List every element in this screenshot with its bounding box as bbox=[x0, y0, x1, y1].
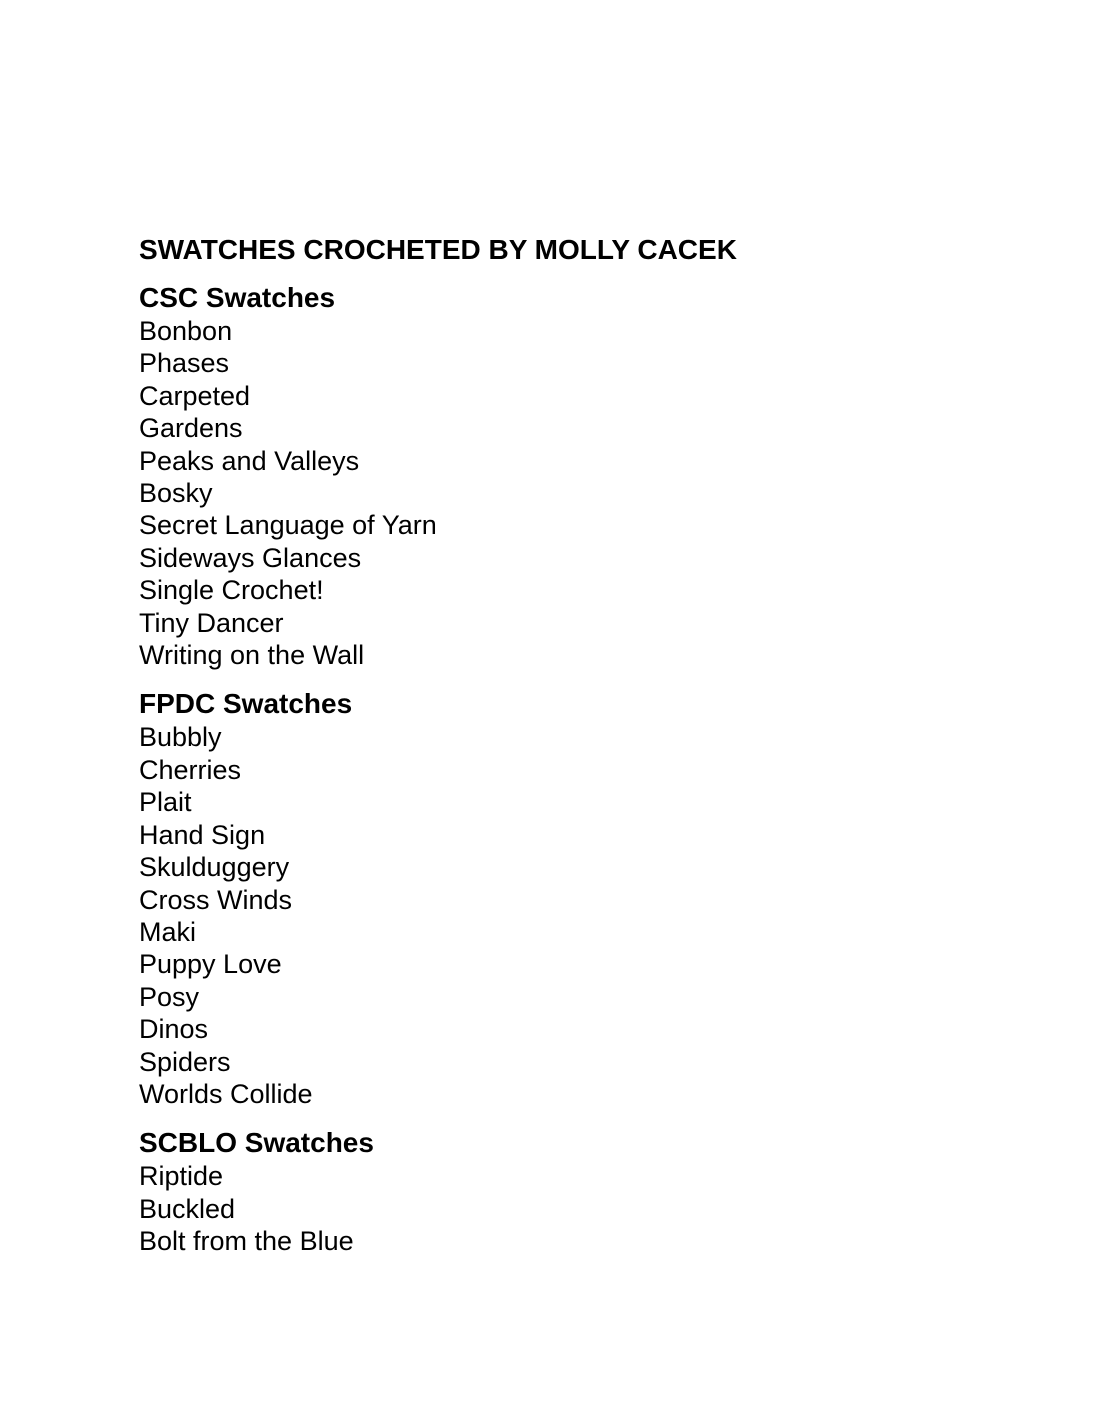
swatch-list-item: Peaks and Valleys bbox=[139, 445, 360, 476]
swatch-list-item: Single Crochet! bbox=[139, 575, 324, 606]
swatch-list bbox=[139, 315, 737, 671]
swatch-list-item: Skulduggery bbox=[139, 852, 290, 883]
swatch-list-item: Cross Winds bbox=[139, 884, 293, 915]
swatch-list-item: Maki bbox=[139, 916, 197, 947]
swatch-list-item: Bolt from the Blue bbox=[139, 1226, 354, 1257]
swatch-list-item: Hand Sign bbox=[139, 819, 266, 850]
swatch-list-item: Sideways Glances bbox=[139, 542, 362, 573]
swatch-list-item: Writing on the Wall bbox=[139, 640, 365, 671]
swatch-list-item: Riptide bbox=[139, 1161, 224, 1192]
swatch-list-item: Secret Language of Yarn bbox=[139, 510, 437, 541]
sections-container bbox=[139, 281, 737, 1258]
swatch-list-item: Carpeted bbox=[139, 380, 251, 411]
swatch-list-item: Cherries bbox=[139, 754, 242, 785]
section-heading: SCBLO Swatches bbox=[139, 1127, 374, 1159]
section-heading: FPDC Swatches bbox=[139, 688, 353, 720]
swatch-list-item: Spiders bbox=[139, 1046, 231, 1077]
swatch-list-item: Puppy Love bbox=[139, 949, 282, 980]
swatch-list-item: Buckled bbox=[139, 1193, 236, 1224]
swatch-list-item: Bonbon bbox=[139, 316, 233, 346]
swatch-list-item: Posy bbox=[139, 981, 200, 1012]
swatch-list bbox=[139, 721, 737, 1110]
swatch-section bbox=[139, 1126, 737, 1257]
swatch-section bbox=[139, 687, 737, 1110]
section-heading: CSC Swatches bbox=[139, 282, 336, 313]
swatch-list-item: Gardens bbox=[139, 413, 243, 444]
document-page bbox=[139, 230, 737, 1258]
swatch-list-item: Phases bbox=[139, 348, 230, 379]
swatch-list-item: Worlds Collide bbox=[139, 1078, 313, 1109]
swatch-list-item: Bubbly bbox=[139, 722, 222, 753]
swatch-list bbox=[139, 1160, 737, 1257]
document-title: SWATCHES CROCHETED BY MOLLY CACEK bbox=[139, 234, 737, 265]
swatch-section bbox=[139, 281, 737, 671]
swatch-list-item: Dinos bbox=[139, 1014, 209, 1045]
swatch-list-item: Bosky bbox=[139, 478, 213, 509]
swatch-list-item: Tiny Dancer bbox=[139, 607, 284, 638]
swatch-list-item: Plait bbox=[139, 787, 192, 818]
